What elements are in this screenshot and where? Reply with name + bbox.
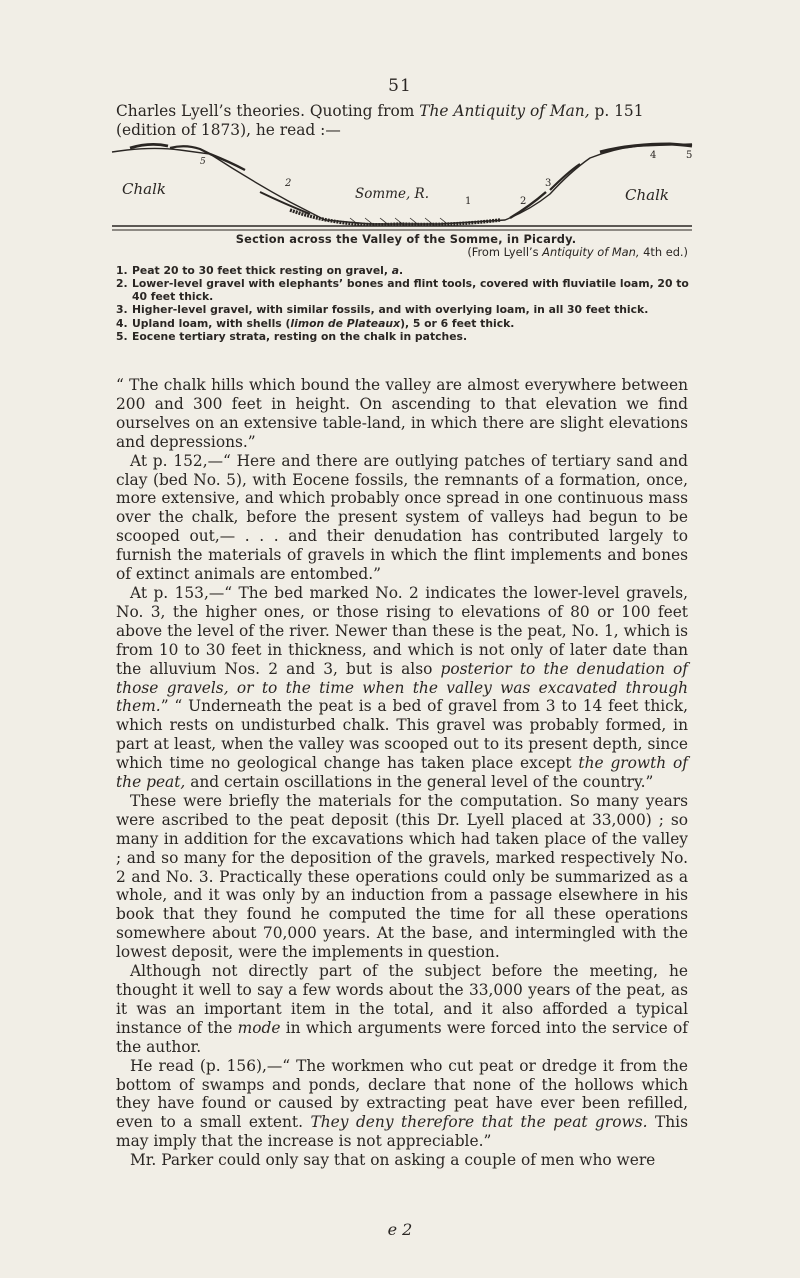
legend-text bbox=[132, 303, 696, 316]
paragraph-3-italic-1: posterior to the denudation of those gravels, or to the time when the valley was excavated through them. bbox=[116, 659, 689, 716]
bed-number-2-right: 2 bbox=[520, 196, 527, 207]
river-label: Somme, R. bbox=[355, 186, 430, 202]
legend-text-main: Upland loam, with shells ( bbox=[132, 316, 291, 330]
right-chalk-label: Chalk bbox=[625, 186, 669, 204]
paragraph-5-part-a: Although not directly part of the subject before the meeting, he thought it well to say a few words about the 33,000 years of the peat, as it was an important item in the total, and it also afforded a typical instance of the bbox=[116, 962, 688, 1037]
paragraph-4: These were briefly the materials for the computation. So many years were ascribed to the peat deposit (this Dr. Lyell placed at 33,000) ; so many in addition for the excavations which had taken place of the valley ; and so many for the deposition of the gravels, marked respectively No. 2 and No. 3. Practically these operations could only be summarized as a whole, and it was only by an induction from a passage elsewhere in his book that they found he computed the time for all these operations somewhere about 70,000 years. At the base, and intermingled with the lowest deposit, were the implements in question. bbox=[116, 791, 688, 962]
legend-text-italic: a bbox=[391, 263, 400, 277]
legend-text bbox=[132, 264, 696, 277]
book-title: The Antiquity of Man, bbox=[419, 102, 590, 120]
legend-num: 2. bbox=[116, 277, 128, 291]
paragraph-7: Mr. Parker could only say that on asking a couple of men who were bbox=[130, 1151, 656, 1170]
caption-source-title: Antiquity of Man, bbox=[542, 245, 640, 260]
high-gravel-right bbox=[550, 164, 580, 190]
bed-number-1: 1 bbox=[465, 196, 472, 207]
bed-number-4: 4 bbox=[650, 150, 657, 161]
page-number: 51 bbox=[388, 76, 412, 96]
section-diagram bbox=[110, 140, 695, 235]
legend-text bbox=[132, 330, 696, 343]
legend-text-main: Peat 20 to 30 feet thick resting on gravel, bbox=[132, 263, 392, 277]
high-gravel-left bbox=[210, 154, 245, 170]
figure-legend bbox=[116, 264, 696, 343]
low-gravel-left bbox=[260, 192, 310, 214]
paragraph-5 bbox=[116, 962, 688, 1057]
paragraph-3-part-c: and certain oscillations in the general level of the country.” bbox=[185, 773, 654, 792]
intro-paragraph bbox=[116, 102, 686, 140]
legend-text-main: Eocene tertiary strata, resting on the chalk in patches. bbox=[132, 329, 468, 343]
left-chalk-label: Chalk bbox=[122, 180, 166, 198]
legend-num: 5. bbox=[116, 329, 128, 343]
bed-number-5-left: 5 bbox=[200, 157, 206, 167]
caption-title: Section across the Valley of the Somme, in Picardy. bbox=[235, 232, 577, 246]
legend-text-italic: limon de Plateaux bbox=[290, 316, 401, 330]
legend-text bbox=[132, 317, 696, 330]
bed-number-5: 5 bbox=[686, 150, 693, 161]
paragraph-3-part-b: ” “ Underneath the peat is a bed of gravel from 3 to 14 feet thick, which rests on undisturbed chalk. This gravel was probably formed, in part at least, when the valley was scooped out to its present depth, since which time no geological change has taken place except bbox=[116, 697, 688, 773]
paragraph-1: “ The chalk hills which bound the valley are almost everywhere between 200 and 300 feet in height. On ascending to that elevation we find ourselves on an extensive table-land, in which there are slight elevations and depressions.” bbox=[116, 376, 688, 451]
legend-item bbox=[116, 330, 696, 343]
intro-after: p. 151 (edition of 1873), he read :— bbox=[116, 102, 644, 139]
paragraph-5-italic: mode bbox=[237, 1018, 281, 1037]
bed-number-3: 3 bbox=[545, 178, 552, 189]
paragraph-3-part-a: At p. 153,—“ The bed marked No. 2 indicates the lower-level gravels, No. 3, the higher ones, or those rising to elevations of 80 or 100 feet above the level of the river. Newer than these is the peat, No. 1, which is from 10 to 30 feet in thickness, and which is not only of later date than the alluvium Nos. 2 and 3, but is also bbox=[116, 583, 688, 678]
paragraph-5-part-b: in which arguments were forced into the service of the author. bbox=[116, 1018, 688, 1056]
legend-num: 1. bbox=[116, 263, 128, 277]
caption-source-before: (From Lyell’s bbox=[467, 245, 543, 260]
eocene-patch-left bbox=[130, 144, 168, 148]
legend-num: 3. bbox=[116, 303, 128, 317]
legend-text-tail: . bbox=[399, 263, 404, 277]
signature-mark: e 2 bbox=[387, 1220, 413, 1239]
legend-item bbox=[116, 303, 696, 316]
legend-num: 4. bbox=[116, 316, 128, 330]
intro-before: Charles Lyell’s theories. Quoting from bbox=[116, 102, 420, 120]
caption-source bbox=[116, 246, 696, 259]
paragraph-6-italic: They deny therefore that the peat grows. bbox=[310, 1113, 648, 1132]
paragraph-6 bbox=[116, 1057, 688, 1152]
legend-text bbox=[132, 277, 696, 303]
legend-text-main: Lower-level gravel with elephants’ bones and flint tools, covered with fluviatile loam, 20 to 40 feet thick. bbox=[132, 277, 689, 304]
paragraph-3-italic-2: the growth of the peat, bbox=[116, 754, 688, 792]
legend-text-tail: ), 5 or 6 feet thick. bbox=[400, 316, 515, 330]
paragraph-2: At p. 152,—“ Here and there are outlying patches of tertiary sand and clay (bed No. 5), with Eocene fossils, the remnants of a formation, once, more extensive, and which probably once spread in one continuous mass over the chalk, before the present system of valleys had begun to be scooped out,— . . . and their denudation has contributed largely to furnish the materials of gravels in which the flint implements and bones of extinct animals are entombed.” bbox=[116, 451, 688, 584]
caption-source-after: 4th ed.) bbox=[639, 245, 688, 260]
paragraph-6-part-b: This may imply that the increase is not appreciable.” bbox=[116, 1113, 688, 1151]
figure-caption bbox=[116, 233, 696, 343]
legend-item bbox=[116, 317, 696, 330]
paragraph-3 bbox=[116, 584, 688, 792]
legend-text-main: Higher-level gravel, with similar fossils, and with overlying loam, in all 30 feet thick. bbox=[132, 303, 649, 317]
legend-item bbox=[116, 264, 696, 277]
bed-number-2-left: 2 bbox=[285, 178, 292, 189]
low-gravel-right bbox=[510, 192, 546, 218]
body-text bbox=[116, 376, 688, 1170]
legend-item bbox=[116, 277, 696, 303]
paragraph-6-part-a: He read (p. 156),—“ The workmen who cut peat or dredge it from the bottom of swamps and ponds, declare that none of the hollows which they have found or caused by extracting peat have ever been refilled, even to a small extent. bbox=[116, 1056, 688, 1132]
